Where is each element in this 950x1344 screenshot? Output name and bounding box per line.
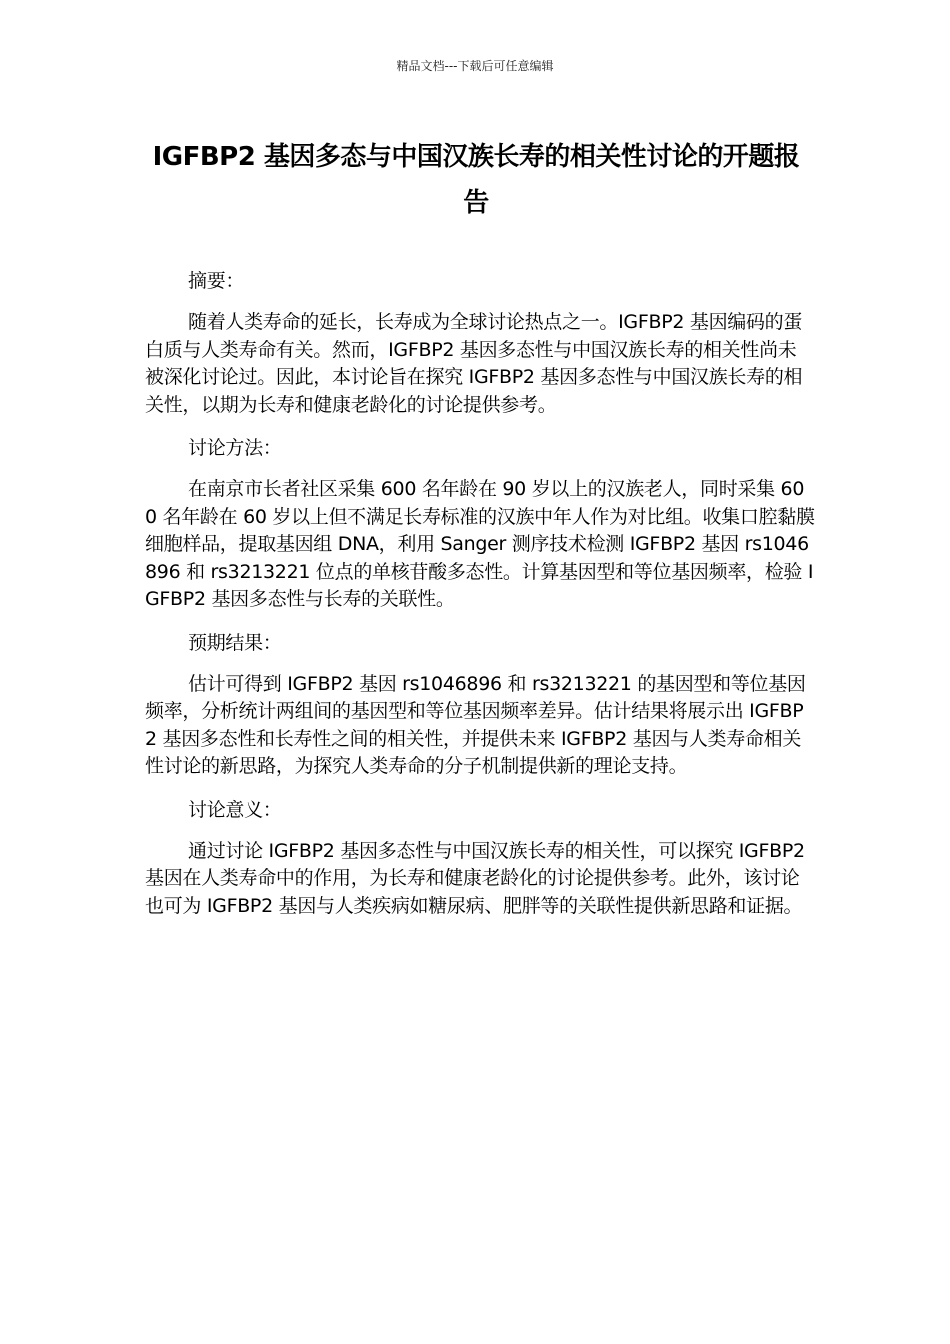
page-header-note: 精品文档---下载后可任意编辑 xyxy=(396,59,554,73)
abstract-heading: 摘要： xyxy=(188,270,245,292)
methods-heading: 讨论方法： xyxy=(188,437,282,459)
expected-results-heading: 预期结果： xyxy=(188,631,282,654)
significance-paragraph: 通过讨论 IGFBP2 基因多态性与中国汉族长寿的相关性，可以探究 IGFBP2 基因在人类寿命中的作用，为长寿和健康老龄化的讨论提供参考。此外，该讨论也可为 IGFBP2 基因与人类疾病如糖尿病、肥胖等的关联性提供新思路和证据。 xyxy=(145,839,805,917)
significance-heading: 讨论意义： xyxy=(188,798,282,821)
methods-paragraph: 在南京市长者社区采集 600 名年龄在 90 岁以上的汉族老人，同时采集 600 名年龄在 60 岁以上但不满足长寿标准的汉族中年人作为对比组。收集口腔黏膜细胞样品，提取基因组 DNA，利用 Sanger 测序技术检测 IGFBP2 基因 rs1046896 和 rs3213221 位点的单核苷酸多态性。计算基因型和等位基因频率，检验 IGFBP2 基因多态性与长寿的关联性。 xyxy=(145,478,815,610)
expected-results-paragraph: 估计可得到 IGFBP2 基因 rs1046896 和 rs3213221 的基因型和等位基因频率，分析统计两组间的基因型和等位基因频率差异。估计结果将展示出 IGFBP2 基因多态性和长寿性之间的相关性，并提供未来 IGFBP2 基因与人类寿命相关性讨论的新思路，为探究人类寿命的分子机制提供新的理论支持。 xyxy=(145,672,806,777)
document-body xyxy=(145,268,815,936)
abstract-paragraph: 随着人类寿命的延长，长寿成为全球讨论热点之一。IGFBP2 基因编码的蛋白质与人类寿命有关。然而，IGFBP2 基因多态性与中国汉族长寿的相关性尚未被深化讨论过。因此，本讨论旨在探究 IGFBP2 基因多态性与中国汉族长寿的相关性，以期为长寿和健康老龄化的讨论提供参考。 xyxy=(145,311,803,416)
document-title: IGFBP2 基因多态与中国汉族长寿的相关性讨论的开题报告 xyxy=(152,142,800,218)
